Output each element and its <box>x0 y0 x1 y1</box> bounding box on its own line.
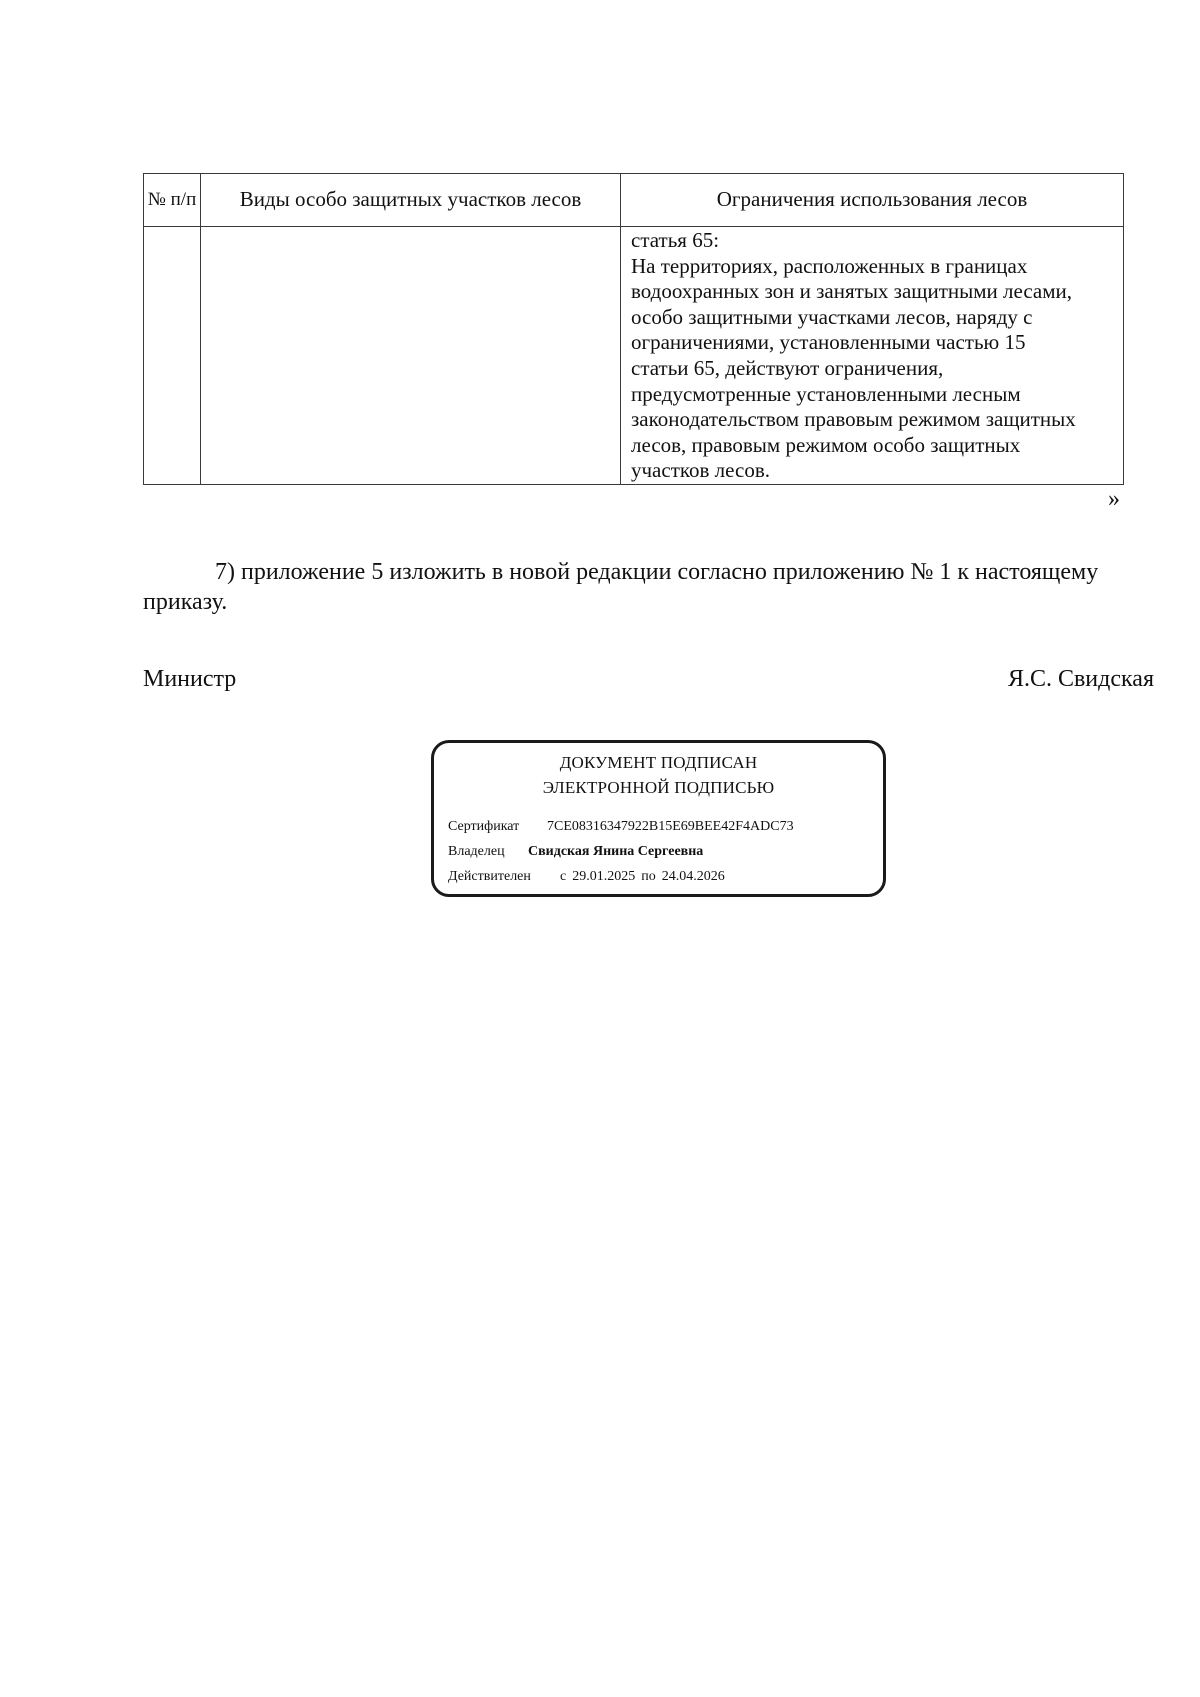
header-number <box>144 174 201 227</box>
limit-line: предусмотренные установленными лесным <box>631 381 1021 406</box>
valid-to-date: 24.04.2026 <box>661 869 725 884</box>
amendment-paragraph <box>143 558 1123 617</box>
stamp-validity-row <box>448 869 725 885</box>
limit-line: участков лесов. <box>631 458 770 483</box>
paragraph-line: приказу. <box>143 588 228 615</box>
valid-from-date: 29.01.2025 <box>572 869 636 884</box>
stamp-certificate-row <box>448 819 794 835</box>
limit-line: законодательством правовым режимом защитных <box>631 407 1076 432</box>
signer-name: Я.С. Свидская <box>1007 666 1154 692</box>
valid-label: Действителен <box>448 869 531 884</box>
header-type-label: Виды особо защитных участков лесов <box>239 187 582 212</box>
limit-line: водоохранных зон и занятых защитными лесами, <box>631 279 1073 304</box>
limit-line: лесов, правовым режимом особо защитных <box>631 432 1021 457</box>
certificate-label: Сертификат <box>448 819 520 834</box>
header-number-label: № п/п <box>147 189 197 210</box>
closing-quote: » <box>1108 486 1120 512</box>
signer-role: Министр <box>143 666 237 692</box>
restrictions-table <box>143 173 1124 485</box>
valid-from-prefix: с <box>560 869 567 884</box>
valid-to-prefix: по <box>641 869 656 884</box>
limit-line: особо защитными участками лесов, наряду с <box>631 304 1033 329</box>
limit-line: На территориях, расположенных в границах <box>631 253 1028 278</box>
cell-number <box>144 227 201 485</box>
stamp-title: ДОКУМЕНТ ПОДПИСАН <box>559 753 758 772</box>
header-limits <box>621 174 1124 227</box>
limit-line: ограничениями, установленными частью 15 <box>631 330 1026 355</box>
header-limits-label: Ограничения использования лесов <box>716 187 1028 212</box>
header-type <box>201 174 621 227</box>
limit-line: статья 65: <box>631 228 720 252</box>
cell-type <box>201 227 621 485</box>
stamp-owner-row <box>448 844 703 860</box>
certificate-value: 7CE08316347922B15E69BEE42F4ADC73 <box>547 819 794 834</box>
cell-limits <box>621 227 1124 485</box>
owner-label: Владелец <box>448 844 505 859</box>
table-row <box>144 227 1124 485</box>
electronic-signature-stamp <box>431 740 886 897</box>
stamp-subtitle: ЭЛЕКТРОННОЙ ПОДПИСЬЮ <box>542 778 775 797</box>
owner-value: Свидская Янина Сергеевна <box>528 844 704 859</box>
limit-line: статьи 65, действуют ограничения, <box>631 355 944 380</box>
table-header-row <box>144 174 1124 227</box>
paragraph-line: 7) приложение 5 изложить в новой редакции согласно приложению № 1 к настоящему <box>215 559 1099 585</box>
